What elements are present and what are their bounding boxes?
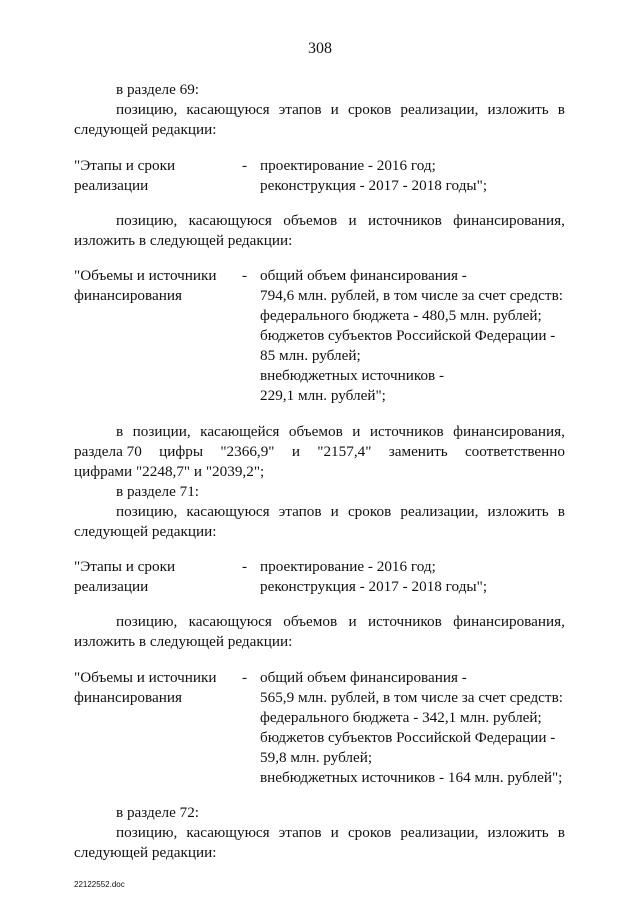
finance-71-line: 59,8 млн. рублей;: [260, 749, 373, 766]
word: этапов: [278, 503, 322, 520]
finance-71-line: общий объем финансирования -: [260, 669, 467, 686]
word: "2157,4": [317, 443, 372, 460]
word: источников: [368, 212, 442, 229]
stages-label-71-line2: реализации: [74, 578, 149, 595]
word: в: [557, 101, 565, 118]
section-71-para2: [116, 612, 565, 632]
page-number: 308: [308, 40, 332, 57]
section-70-line2: [74, 442, 565, 462]
word: соответственно: [464, 443, 565, 460]
word: объемов: [283, 613, 338, 630]
word: позицию,: [116, 212, 178, 229]
section-71-para1-end: следующей редакции:: [74, 523, 217, 540]
section-72-para1: [116, 823, 565, 843]
word: реализации,: [400, 503, 479, 520]
stages-value-71-line1: проектирование - 2016 год;: [260, 558, 436, 575]
word: этапов: [278, 824, 322, 841]
section-69-para2: [116, 211, 565, 231]
finance-69-line: 85 млн. рублей;: [260, 347, 361, 364]
word: источников: [369, 423, 444, 440]
section-71-heading: в разделе 71:: [116, 483, 200, 500]
finance-label-69-line1: "Объемы и источники: [74, 267, 217, 284]
word: реализации,: [400, 101, 479, 118]
word: в: [557, 503, 565, 520]
word: объемов: [288, 423, 343, 440]
word: реализации,: [400, 824, 479, 841]
word: позиции,: [132, 423, 191, 440]
word: изложить: [487, 101, 549, 118]
stages-dash-69: -: [242, 157, 248, 174]
word: и: [352, 423, 361, 440]
word: заменить: [388, 443, 448, 460]
section-72-para1-end: следующей редакции:: [74, 844, 217, 861]
finance-69-line: федерального бюджета - 480,5 млн. рублей;: [260, 307, 542, 324]
word: цифры: [159, 443, 204, 460]
word: касающуюся: [188, 613, 272, 630]
finance-69-line: 794,6 млн. рублей, в том числе за счет средств:: [260, 287, 563, 304]
word: касающуюся: [186, 101, 270, 118]
word: позицию,: [116, 613, 178, 630]
word: и: [348, 212, 357, 229]
word: финансирования,: [453, 613, 565, 630]
stages-label-71-line1: "Этапы и сроки: [74, 558, 176, 575]
word: "2366,9": [220, 443, 275, 460]
word: сроков: [347, 824, 392, 841]
word: этапов: [278, 101, 322, 118]
word: касающейся: [200, 423, 280, 440]
word: сроков: [347, 503, 392, 520]
word: позицию,: [116, 503, 178, 520]
finance-71-line: внебюджетных источников - 164 млн. рублей";: [260, 769, 563, 786]
word: финансирования,: [453, 423, 565, 440]
word: изложить: [487, 824, 549, 841]
section-70-line1: [116, 422, 565, 442]
finance-label-71-line2: финансирования: [74, 689, 182, 706]
word: финансирования,: [453, 212, 565, 229]
word: касающуюся: [188, 212, 272, 229]
stages-value-71-line2: реконструкция - 2017 - 2018 годы";: [260, 578, 488, 595]
finance-dash-71: -: [242, 669, 248, 686]
word: в: [557, 824, 565, 841]
stages-value-69-line1: проектирование - 2016 год;: [260, 157, 436, 174]
section-70-line3: цифрами "2248,7" и "2039,2";: [74, 463, 265, 480]
word: позицию,: [116, 101, 178, 118]
word: и: [330, 101, 339, 118]
section-69-heading: в разделе 69:: [116, 81, 200, 98]
stages-value-69-line2: реконструкция - 2017 - 2018 годы";: [260, 177, 488, 194]
finance-dash-69: -: [242, 267, 248, 284]
section-71-para2-end: изложить в следующей редакции:: [74, 633, 293, 650]
section-71-para1: [116, 502, 565, 522]
finance-69-line: общий объем финансирования -: [260, 267, 467, 284]
word: раздела 70: [74, 443, 142, 460]
finance-71-line: 565,9 млн. рублей, в том числе за счет средств:: [260, 689, 563, 706]
finance-69-line: бюджетов субъектов Российской Федерации -: [260, 327, 556, 344]
word: касающуюся: [186, 824, 270, 841]
word: объемов: [283, 212, 338, 229]
section-69-para2-end: изложить в следующей редакции:: [74, 232, 293, 249]
section-69-para1: [116, 100, 565, 120]
word: в: [116, 423, 124, 440]
word: касающуюся: [186, 503, 270, 520]
word: и: [291, 443, 300, 460]
finance-69-line: внебюджетных источников -: [260, 367, 445, 384]
stages-label-69-line2: реализации: [74, 177, 149, 194]
word: сроков: [347, 101, 392, 118]
word: позицию,: [116, 824, 178, 841]
word: и: [330, 503, 339, 520]
word: и: [348, 613, 357, 630]
finance-69-line: 229,1 млн. рублей";: [260, 387, 386, 404]
stages-dash-71: -: [242, 558, 248, 575]
finance-label-69-line2: финансирования: [74, 287, 182, 304]
finance-label-71-line1: "Объемы и источники: [74, 669, 217, 686]
word: источников: [368, 613, 442, 630]
word: изложить: [487, 503, 549, 520]
finance-71-line: бюджетов субъектов Российской Федерации -: [260, 729, 556, 746]
finance-71-line: федерального бюджета - 342,1 млн. рублей;: [260, 709, 542, 726]
footer-filename: 22122552.doc: [74, 880, 125, 889]
section-69-para1-end: следующей редакции:: [74, 121, 217, 138]
section-72-heading: в разделе 72:: [116, 804, 200, 821]
word: и: [330, 824, 339, 841]
stages-label-69-line1: "Этапы и сроки: [74, 157, 176, 174]
